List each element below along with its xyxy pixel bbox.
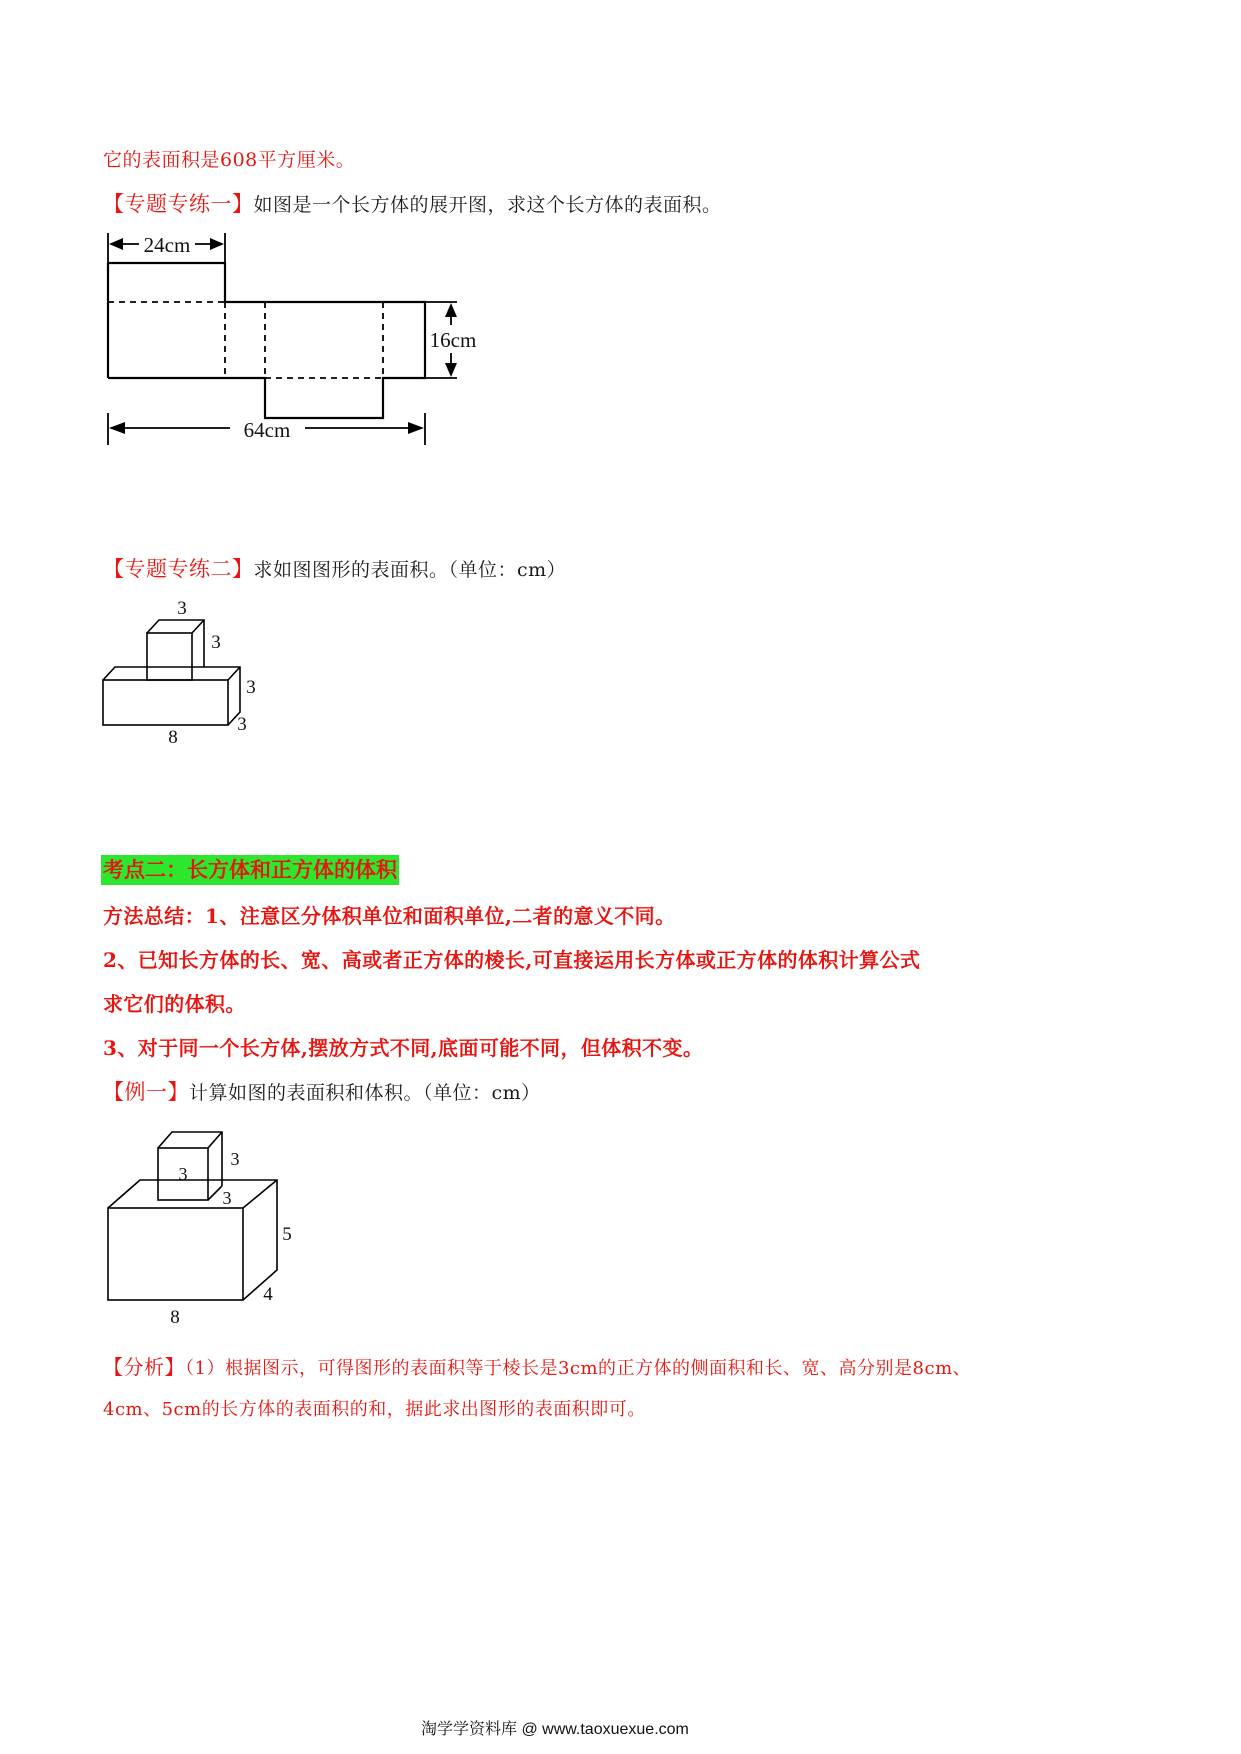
practice2-text: 求如图图形的表面积。（单位：cm） bbox=[253, 559, 567, 581]
example1-text: 计算如图的表面积和体积。（单位：cm） bbox=[189, 1082, 541, 1104]
analysis-line-1: 【分析】（1）根据图示，可得图形的表面积等于棱长是3cm的正方体的侧面积和长、宽、高分别是8cm、 bbox=[103, 1355, 972, 1379]
practice2-question bbox=[103, 553, 566, 583]
example1-question bbox=[103, 1076, 541, 1106]
practice2-tag: 【专题专练二】 bbox=[103, 557, 254, 581]
analysis-line-2: 4cm、5cm的长方体的表面积的和，据此求出图形的表面积即可。 bbox=[103, 1399, 646, 1420]
practice1-total-length-label: 64cm bbox=[243, 418, 291, 442]
example1-box-length-label: 8 bbox=[170, 1307, 180, 1328]
method-summary-2a: 2、已知长方体的长、宽、高或者正方体的棱长,可直接运用长方体或正方体的体积计算公式 bbox=[103, 948, 921, 972]
example1-box-depth-label: 4 bbox=[263, 1284, 273, 1305]
practice1-net-figure bbox=[95, 225, 495, 455]
analysis-tag: 【分析】 bbox=[103, 1355, 185, 1379]
example1-tag: 【例一】 bbox=[103, 1080, 189, 1104]
example1-cube-front-label: 3 bbox=[178, 1164, 188, 1184]
practice1-height-label: 16cm bbox=[429, 328, 477, 352]
practice1-question bbox=[103, 188, 722, 218]
practice1-tag: 【专题专练一】 bbox=[103, 192, 254, 216]
practice2-base-height-label: 3 bbox=[246, 677, 256, 698]
practice2-solid-figure bbox=[95, 595, 275, 755]
page-footer: 淘学学资料库 @ www.taoxuexue.com bbox=[421, 1721, 689, 1738]
practice1-top-width-label: 24cm bbox=[143, 233, 191, 257]
section2-heading: 考点二：长方体和正方体的体积 bbox=[101, 854, 399, 884]
example1-solid-figure bbox=[100, 1120, 310, 1330]
practice1-text: 如图是一个长方体的展开图，求这个长方体的表面积。 bbox=[253, 194, 722, 216]
practice2-cube-top-label: 3 bbox=[177, 598, 187, 619]
method-summary-1: 方法总结：1、注意区分体积单位和面积单位,二者的意义不同。 bbox=[103, 904, 676, 928]
intro-answer: 它的表面积是608平方厘米。 bbox=[103, 149, 356, 171]
method-summary-2b: 求它们的体积。 bbox=[103, 992, 246, 1016]
example1-cube-side-label: 3 bbox=[230, 1149, 240, 1169]
practice2-base-depth-label: 3 bbox=[237, 714, 247, 735]
practice2-base-length-label: 8 bbox=[168, 727, 178, 748]
method-summary-3: 3、对于同一个长方体,摆放方式不同,底面可能不同，但体积不变。 bbox=[103, 1036, 704, 1060]
example1-box-height-label: 5 bbox=[282, 1224, 292, 1245]
practice2-cube-side-label: 3 bbox=[211, 632, 221, 653]
example1-cube-bottom-label: 3 bbox=[222, 1188, 232, 1208]
